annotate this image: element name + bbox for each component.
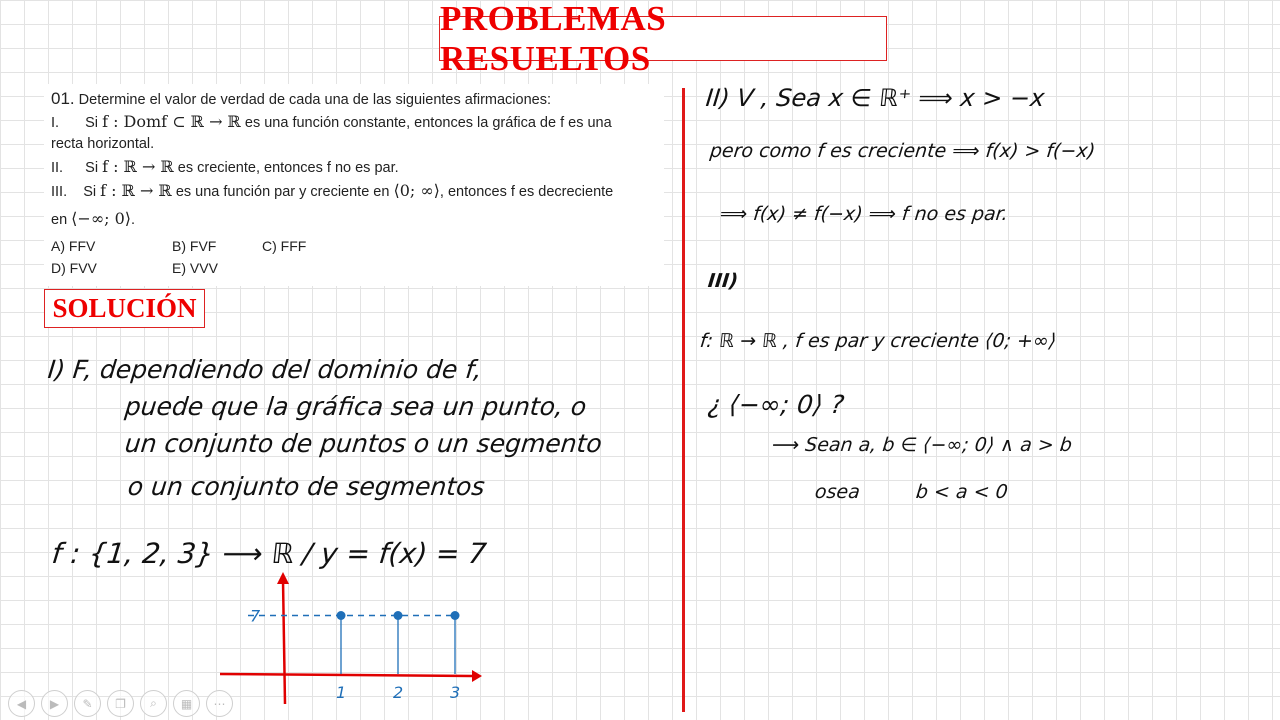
x-tick-label: 3 xyxy=(450,683,461,702)
x-tick-label: 1 xyxy=(336,683,347,702)
column-divider xyxy=(682,88,685,712)
data-point xyxy=(337,611,346,620)
item-III-number: III. xyxy=(51,184,68,200)
note-I-line3: un conjunto de puntos o un segmento xyxy=(123,429,604,458)
option-b: B) FVF xyxy=(172,238,217,254)
problem-statement xyxy=(44,84,664,286)
data-point xyxy=(394,611,403,620)
note-III-line3: ⟶ Sean a, b ∈ ⟨−∞; 0⟩ ∧ a > b xyxy=(770,434,1074,456)
item-I-math: f : Domf ⊂ ℝ → ℝ xyxy=(102,112,241,131)
problem-text: Determine el valor de verdad de cada una de las siguientes afirmaciones: xyxy=(78,92,551,108)
solution-label: SOLUCIÓN xyxy=(44,289,205,328)
item-III-si: Si xyxy=(83,184,97,200)
x-axis xyxy=(220,674,472,676)
slideshow-toolbar xyxy=(8,690,233,717)
item-III-interval: ⟨0; ∞⟩ xyxy=(393,181,440,200)
note-I-line2: puede que la gráfica sea un punto, o xyxy=(123,392,588,421)
option-a: A) FFV xyxy=(51,238,96,254)
back-icon[interactable]: ◀ xyxy=(8,690,35,717)
more-icon[interactable]: ⋯ xyxy=(206,690,233,717)
constant-function-graph xyxy=(210,570,485,710)
item-II-text: es creciente, entonces f no es par. xyxy=(177,160,399,176)
option-d: D) FVV xyxy=(51,260,97,276)
pen-icon[interactable]: ✎ xyxy=(74,690,101,717)
item-I-continuation: recta horizontal. xyxy=(51,136,155,152)
x-tick-label: 2 xyxy=(393,683,404,702)
option-e: E) VVV xyxy=(172,260,218,276)
slides-icon[interactable]: ▦ xyxy=(173,690,200,717)
note-III-line2: ¿ ⟨−∞; 0⟩ ? xyxy=(706,390,846,419)
item-III-math: f : ℝ → ℝ xyxy=(100,181,172,200)
item-I-si: Si xyxy=(85,115,99,131)
copy-icon[interactable]: ❐ xyxy=(107,690,134,717)
page-title: PROBLEMAS RESUELTOS xyxy=(439,16,887,61)
item-III-text2: , entonces f es decreciente xyxy=(439,184,614,200)
note-III-osea: osea xyxy=(813,481,862,503)
y-axis xyxy=(283,580,285,704)
note-III-line4: b < a < 0 xyxy=(914,481,1009,503)
note-II-line2: pero como f es creciente ⟹ f(x) > f(−x) xyxy=(708,140,1097,162)
item-II-number: II. xyxy=(51,160,64,176)
item-III-text: es una función par y creciente en xyxy=(175,184,390,200)
option-c: C) FFF xyxy=(262,238,307,254)
note-II-line3: ⟹ f(x) ≠ f(−x) ⟹ f no es par. xyxy=(718,203,1010,225)
note-I-line1: I) F, dependiendo del dominio de f, xyxy=(46,355,484,384)
item-III-end: . xyxy=(131,212,136,228)
data-point xyxy=(451,611,460,620)
item-I-text: es una función constante, entonces la gráfica de f es una xyxy=(244,115,612,131)
problem-number: 01. xyxy=(51,89,75,108)
x-axis-arrow xyxy=(472,670,482,682)
note-III-label: III) xyxy=(706,270,740,292)
note-III-line1: f: ℝ → ℝ , f es par y creciente ⟨0; +∞⟩ xyxy=(698,330,1058,352)
item-III-interval2: ⟨−∞; 0⟩ xyxy=(71,209,132,228)
note-II-line1: II) V , Sea x ∈ ℝ⁺ ⟹ x > −x xyxy=(704,84,1046,112)
item-II-math: f : ℝ → ℝ xyxy=(102,157,174,176)
item-III-en: en xyxy=(51,212,68,228)
note-I-line4: o un conjunto de segmentos xyxy=(126,472,487,501)
y-tick-label: 7 xyxy=(250,606,261,626)
note-function-def: f : {1, 2, 3} ⟶ ℝ / y = f(x) = 7 xyxy=(50,537,489,570)
item-I-number: I. xyxy=(51,115,60,131)
y-axis-arrow xyxy=(277,572,289,584)
item-II-si: Si xyxy=(85,160,99,176)
forward-icon[interactable]: ▶ xyxy=(41,690,68,717)
zoom-icon[interactable]: ⌕ xyxy=(140,690,167,717)
